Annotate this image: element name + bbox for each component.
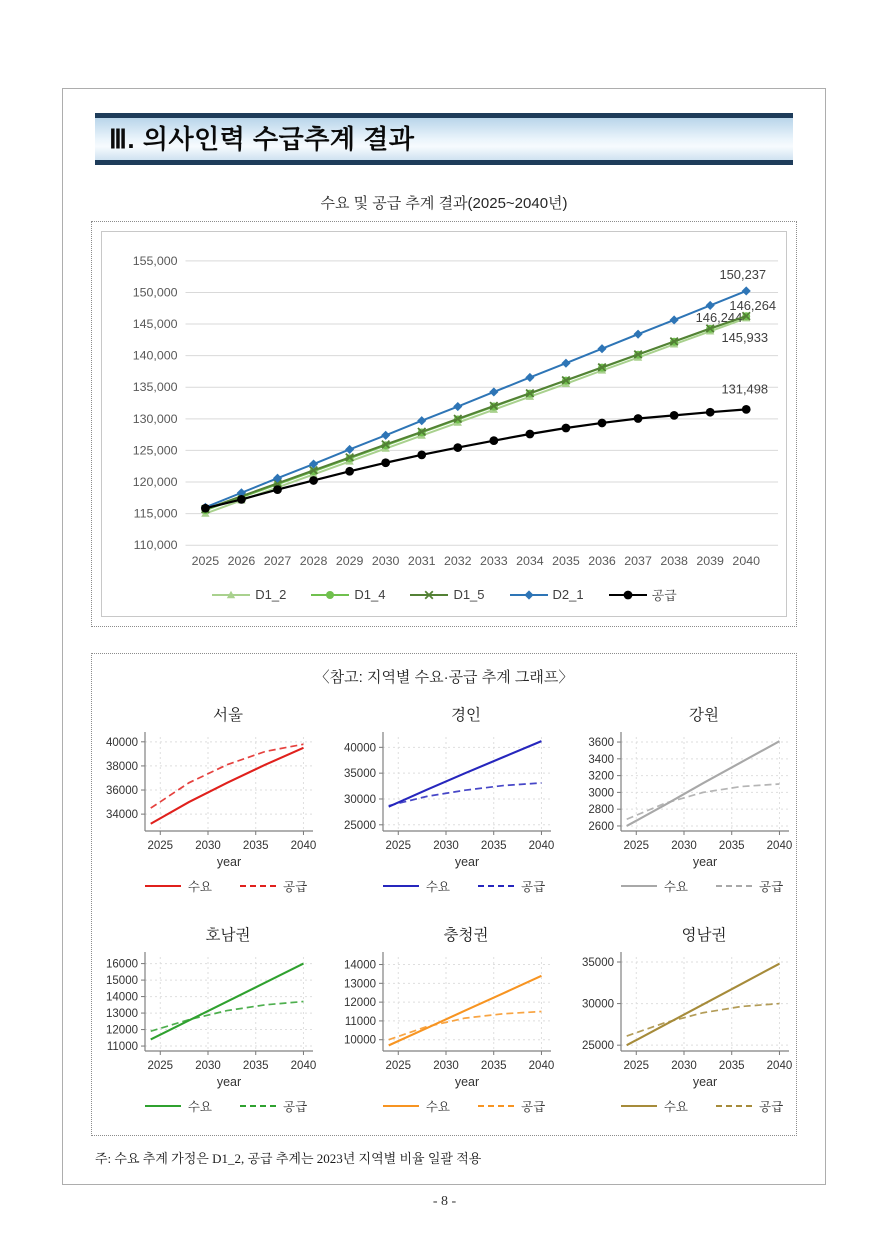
footnote: 주: 수요 추계 가정은 D1_2, 공급 추계는 2023년 지역별 비율 일괄 적용 (95, 1151, 482, 1166)
regional-chart-yeongnam (567, 923, 797, 1115)
legend-dashed-sample (478, 885, 514, 887)
legend-item (621, 877, 688, 895)
svg-text:2030: 2030 (433, 1060, 459, 1072)
legend-line-sample (211, 588, 251, 602)
regional-chart-gyeongin (329, 703, 559, 895)
svg-text:2030: 2030 (195, 840, 221, 852)
svg-text:2035: 2035 (242, 840, 269, 852)
legend-dashed-sample (478, 1105, 514, 1107)
legend-item (621, 1097, 688, 1115)
regional-chart-legend (329, 877, 559, 895)
svg-text:13000: 13000 (344, 978, 376, 991)
svg-text:14000: 14000 (344, 959, 376, 972)
regional-chart-legend (567, 877, 797, 895)
regional-chart-honam (91, 923, 321, 1115)
regional-chart-legend (91, 877, 321, 895)
main-chart-legend (102, 581, 786, 614)
page-border-box (62, 88, 826, 1185)
svg-text:2039: 2039 (696, 554, 724, 569)
svg-text:3600: 3600 (588, 737, 614, 750)
svg-text:145,000: 145,000 (132, 317, 178, 332)
svg-text:year: year (692, 855, 718, 869)
legend-line-sample (509, 588, 549, 602)
svg-text:2038: 2038 (660, 554, 688, 569)
legend-label: D1_5 (453, 587, 485, 602)
svg-text:2032: 2032 (443, 554, 472, 569)
legend-item (240, 877, 307, 895)
legend-item (310, 587, 385, 602)
svg-text:2025: 2025 (147, 840, 174, 852)
svg-text:16000: 16000 (106, 958, 138, 971)
regional-chart-canvas (567, 727, 797, 873)
legend-solid-sample (621, 1105, 657, 1107)
legend-label: D1_4 (354, 587, 386, 602)
legend-item (145, 877, 212, 895)
legend-line-sample (608, 588, 648, 602)
svg-text:2025: 2025 (385, 1060, 412, 1072)
svg-text:2030: 2030 (671, 840, 697, 852)
svg-text:30000: 30000 (582, 998, 614, 1011)
legend-item (409, 587, 484, 602)
svg-text:2037: 2037 (624, 554, 652, 569)
legend-label: 수요 (187, 1100, 212, 1114)
svg-text:12000: 12000 (344, 997, 376, 1010)
svg-text:40000: 40000 (106, 736, 138, 749)
legend-solid-sample (383, 885, 419, 887)
svg-text:34000: 34000 (106, 809, 138, 822)
svg-text:120,000: 120,000 (132, 475, 178, 489)
svg-text:12000: 12000 (106, 1024, 138, 1037)
svg-text:2033: 2033 (480, 554, 508, 569)
legend-label: 공급 (283, 880, 308, 894)
legend-solid-sample (145, 1105, 181, 1107)
section-header-banner (95, 113, 793, 165)
svg-text:150,237: 150,237 (719, 267, 767, 283)
svg-text:2034: 2034 (516, 554, 544, 569)
legend-item (383, 1097, 450, 1115)
svg-text:2040: 2040 (290, 840, 317, 852)
svg-text:year: year (692, 1075, 718, 1089)
regional-chart-legend (91, 1097, 321, 1115)
svg-text:2025: 2025 (147, 1060, 174, 1072)
legend-item (240, 1097, 307, 1115)
legend-label: 공급 (521, 880, 546, 894)
svg-text:2040: 2040 (766, 840, 793, 852)
regional-chart-legend (329, 1097, 559, 1115)
legend-label: 공급 (521, 1100, 546, 1114)
legend-label: D1_2 (255, 587, 287, 602)
legend-dashed-sample (716, 885, 752, 887)
svg-text:year: year (216, 855, 242, 869)
svg-text:2025: 2025 (191, 554, 220, 569)
regional-chart-chungcheong (329, 923, 559, 1115)
regional-chart-seoul (91, 703, 321, 895)
svg-text:11000: 11000 (106, 1041, 138, 1054)
svg-text:2035: 2035 (718, 1060, 745, 1072)
regional-chart-title: 서울 (213, 707, 243, 724)
svg-text:2036: 2036 (588, 554, 616, 569)
svg-text:2027: 2027 (263, 554, 292, 569)
legend-label: 공급 (651, 588, 677, 603)
svg-text:2035: 2035 (480, 840, 507, 852)
main-chart-canvas (102, 239, 786, 581)
legend-label: D2_1 (552, 587, 584, 602)
svg-text:2030: 2030 (671, 1060, 697, 1072)
regional-chart-canvas (329, 947, 559, 1093)
legend-item (478, 1097, 545, 1115)
svg-text:145,933: 145,933 (721, 330, 769, 346)
svg-text:2030: 2030 (195, 1060, 221, 1072)
svg-text:40000: 40000 (344, 742, 376, 755)
svg-text:35000: 35000 (344, 768, 376, 781)
regional-section-title: 〈참고: 지역별 수요·공급 추계 그래프〉 (314, 669, 574, 686)
svg-text:135,000: 135,000 (132, 380, 178, 395)
svg-text:11000: 11000 (344, 1015, 376, 1028)
svg-text:14000: 14000 (106, 991, 138, 1004)
svg-text:131,498: 131,498 (721, 381, 769, 397)
svg-text:25000: 25000 (582, 1040, 614, 1053)
svg-text:155,000: 155,000 (132, 253, 178, 268)
legend-item (211, 587, 286, 602)
svg-text:year: year (216, 1075, 242, 1089)
regional-chart-grid (92, 703, 796, 1115)
legend-label: 수요 (187, 880, 212, 894)
svg-text:2040: 2040 (290, 1060, 317, 1072)
svg-text:2035: 2035 (552, 554, 580, 569)
legend-item (716, 1097, 783, 1115)
regional-chart-canvas (567, 947, 797, 1093)
regional-chart-legend (567, 1097, 797, 1115)
regional-chart-title: 호남권 (205, 927, 251, 944)
legend-label: 수요 (425, 1100, 450, 1114)
legend-label: 공급 (759, 1100, 784, 1114)
legend-solid-sample (621, 885, 657, 887)
svg-text:2030: 2030 (433, 840, 459, 852)
legend-item (145, 1097, 212, 1115)
svg-text:2035: 2035 (242, 1060, 269, 1072)
svg-text:146,244: 146,244 (695, 310, 743, 326)
legend-solid-sample (383, 1105, 419, 1107)
legend-label: 공급 (759, 880, 784, 894)
svg-text:150,000: 150,000 (132, 285, 178, 300)
svg-text:10000: 10000 (344, 1034, 376, 1047)
svg-text:3000: 3000 (588, 787, 614, 800)
svg-text:3200: 3200 (588, 770, 614, 783)
svg-text:110,000: 110,000 (133, 538, 178, 553)
regional-chart-canvas (329, 727, 559, 873)
svg-text:30000: 30000 (344, 793, 376, 806)
legend-label: 수요 (663, 880, 688, 894)
svg-text:2035: 2035 (480, 1060, 507, 1072)
legend-item (509, 587, 584, 602)
svg-text:year: year (454, 855, 480, 869)
svg-text:140,000: 140,000 (132, 348, 178, 363)
regional-section-panel (91, 653, 797, 1136)
legend-dashed-sample (716, 1105, 752, 1107)
legend-item (716, 877, 783, 895)
svg-text:2030: 2030 (371, 554, 400, 569)
legend-label: 공급 (283, 1100, 308, 1114)
svg-text:35000: 35000 (582, 956, 614, 969)
regional-chart-gangwon (567, 703, 797, 895)
svg-text:2600: 2600 (588, 820, 614, 833)
svg-text:15000: 15000 (106, 975, 138, 988)
svg-text:2040: 2040 (766, 1060, 793, 1072)
svg-text:2028: 2028 (299, 554, 328, 569)
regional-chart-title: 충청권 (443, 927, 489, 944)
legend-dashed-sample (240, 885, 276, 887)
page-number: - 8 - (432, 1194, 457, 1209)
svg-text:year: year (454, 1075, 480, 1089)
svg-text:2025: 2025 (623, 840, 650, 852)
svg-text:13000: 13000 (106, 1008, 138, 1021)
svg-text:2031: 2031 (407, 554, 436, 569)
svg-text:2040: 2040 (528, 840, 555, 852)
legend-item (608, 585, 677, 604)
svg-text:2035: 2035 (718, 840, 745, 852)
svg-text:2026: 2026 (227, 554, 256, 569)
regional-chart-title: 경인 (451, 707, 481, 724)
svg-text:115,000: 115,000 (133, 506, 178, 521)
legend-solid-sample (145, 885, 181, 887)
svg-text:38000: 38000 (106, 760, 138, 773)
svg-text:25000: 25000 (344, 819, 376, 832)
regional-chart-title: 영남권 (681, 927, 727, 944)
svg-text:2025: 2025 (385, 840, 412, 852)
main-chart-panel (91, 221, 797, 627)
main-chart-frame (101, 231, 787, 617)
svg-text:2040: 2040 (528, 1060, 555, 1072)
svg-text:2029: 2029 (335, 554, 364, 569)
legend-label: 수요 (425, 880, 450, 894)
svg-text:3400: 3400 (588, 753, 614, 766)
svg-text:2040: 2040 (732, 554, 761, 569)
regional-chart-title: 강원 (689, 707, 719, 724)
svg-text:125,000: 125,000 (132, 443, 178, 458)
legend-line-sample (409, 588, 449, 602)
svg-text:2025: 2025 (623, 1060, 650, 1072)
page-title: Ⅲ. 의사인력 수급추계 결과 (109, 124, 415, 154)
regional-chart-canvas (91, 727, 321, 873)
svg-text:2800: 2800 (588, 804, 614, 817)
regional-chart-canvas (91, 947, 321, 1093)
legend-line-sample (310, 588, 350, 602)
main-chart-title: 수요 및 공급 추계 결과(2025~2040년) (320, 195, 568, 212)
svg-text:146,264: 146,264 (729, 298, 777, 314)
legend-item (478, 877, 545, 895)
legend-label: 수요 (663, 1100, 688, 1114)
legend-dashed-sample (240, 1105, 276, 1107)
svg-text:36000: 36000 (106, 785, 138, 798)
svg-text:130,000: 130,000 (132, 411, 178, 426)
legend-item (383, 877, 450, 895)
